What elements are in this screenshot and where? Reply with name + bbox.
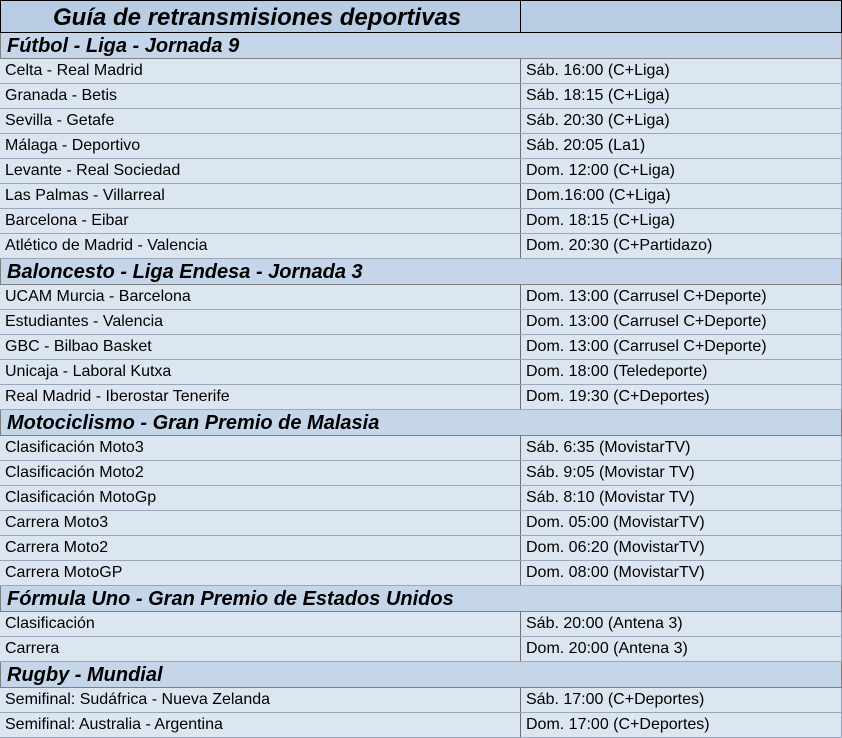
- event-cell[interactable]: Granada - Betis: [0, 84, 521, 108]
- schedule-cell[interactable]: Dom.16:00 (C+Liga): [521, 184, 842, 208]
- table-row: [0, 511, 842, 536]
- table-row: [0, 713, 842, 738]
- section-heading[interactable]: Rugby - Mundial: [0, 662, 842, 688]
- schedule-cell[interactable]: Sáb. 20:30 (C+Liga): [521, 109, 842, 133]
- event-cell[interactable]: Real Madrid - Iberostar Tenerife: [0, 385, 521, 409]
- schedule-cell[interactable]: Dom. 19:30 (C+Deportes): [521, 385, 842, 409]
- event-cell[interactable]: Carrera Moto2: [0, 536, 521, 560]
- event-cell[interactable]: Clasificación MotoGp: [0, 486, 521, 510]
- table-row: [0, 486, 842, 511]
- table-row: [0, 59, 842, 84]
- event-cell[interactable]: GBC - Bilbao Basket: [0, 335, 521, 359]
- table-row: [0, 285, 842, 310]
- event-cell[interactable]: Clasificación Moto2: [0, 461, 521, 485]
- table-row: [0, 184, 842, 209]
- event-cell[interactable]: Carrera: [0, 637, 521, 661]
- schedule-cell[interactable]: Sáb. 9:05 (Movistar TV): [521, 461, 842, 485]
- event-cell[interactable]: Carrera MotoGP: [0, 561, 521, 585]
- table-row: [0, 134, 842, 159]
- schedule-cell[interactable]: Sáb. 6:35 (MovistarTV): [521, 436, 842, 460]
- table-body: [0, 33, 842, 738]
- table-row: [0, 436, 842, 461]
- schedule-cell[interactable]: Dom. 13:00 (Carrusel C+Deporte): [521, 310, 842, 334]
- table-row: [0, 612, 842, 637]
- schedule-cell[interactable]: Dom. 20:30 (C+Partidazo): [521, 234, 842, 258]
- title-empty-cell[interactable]: [521, 1, 841, 32]
- page-title: Guía de retransmisiones deportivas: [1, 1, 521, 32]
- event-cell[interactable]: Semifinal: Sudáfrica - Nueva Zelanda: [0, 688, 521, 712]
- event-cell[interactable]: Clasificación Moto3: [0, 436, 521, 460]
- table-row: [0, 637, 842, 662]
- schedule-cell[interactable]: Sáb. 18:15 (C+Liga): [521, 84, 842, 108]
- schedule-cell[interactable]: Dom. 18:00 (Teledeporte): [521, 360, 842, 384]
- table-row: [0, 360, 842, 385]
- schedule-cell[interactable]: Dom. 17:00 (C+Deportes): [521, 713, 842, 737]
- schedule-cell[interactable]: Dom. 06:20 (MovistarTV): [521, 536, 842, 560]
- event-cell[interactable]: Semifinal: Australia - Argentina: [0, 713, 521, 737]
- schedule-cell[interactable]: Dom. 13:00 (Carrusel C+Deporte): [521, 335, 842, 359]
- section-heading[interactable]: Fórmula Uno - Gran Premio de Estados Unidos: [0, 586, 842, 612]
- schedule-cell[interactable]: Dom. 12:00 (C+Liga): [521, 159, 842, 183]
- schedule-cell[interactable]: Sáb. 20:00 (Antena 3): [521, 612, 842, 636]
- table-row: [0, 335, 842, 360]
- title-row: [0, 0, 842, 33]
- event-cell[interactable]: Celta - Real Madrid: [0, 59, 521, 83]
- event-cell[interactable]: Barcelona - Eibar: [0, 209, 521, 233]
- event-cell[interactable]: Las Palmas - Villarreal: [0, 184, 521, 208]
- schedule-cell[interactable]: Dom. 13:00 (Carrusel C+Deporte): [521, 285, 842, 309]
- table-row: [0, 561, 842, 586]
- event-cell[interactable]: Málaga - Deportivo: [0, 134, 521, 158]
- table-row: [0, 688, 842, 713]
- event-cell[interactable]: Unicaja - Laboral Kutxa: [0, 360, 521, 384]
- table-row: [0, 310, 842, 335]
- section-heading[interactable]: Motociclismo - Gran Premio de Malasia: [0, 410, 842, 436]
- event-cell[interactable]: Estudiantes - Valencia: [0, 310, 521, 334]
- schedule-cell[interactable]: Sáb. 17:00 (C+Deportes): [521, 688, 842, 712]
- event-cell[interactable]: UCAM Murcia - Barcelona: [0, 285, 521, 309]
- schedule-cell[interactable]: Dom. 20:00 (Antena 3): [521, 637, 842, 661]
- table-row: [0, 84, 842, 109]
- table-row: [0, 209, 842, 234]
- table-row: [0, 159, 842, 184]
- table-row: [0, 385, 842, 410]
- event-cell[interactable]: Atlético de Madrid - Valencia: [0, 234, 521, 258]
- event-cell[interactable]: Clasificación: [0, 612, 521, 636]
- event-cell[interactable]: Sevilla - Getafe: [0, 109, 521, 133]
- event-cell[interactable]: Levante - Real Sociedad: [0, 159, 521, 183]
- schedule-cell[interactable]: Sáb. 8:10 (Movistar TV): [521, 486, 842, 510]
- section-heading[interactable]: Baloncesto - Liga Endesa - Jornada 3: [0, 259, 842, 285]
- table-row: [0, 234, 842, 259]
- schedule-cell[interactable]: Sáb. 16:00 (C+Liga): [521, 59, 842, 83]
- table-row: [0, 461, 842, 486]
- schedule-cell[interactable]: Sáb. 20:05 (La1): [521, 134, 842, 158]
- schedule-cell[interactable]: Dom. 05:00 (MovistarTV): [521, 511, 842, 535]
- table-row: [0, 536, 842, 561]
- event-cell[interactable]: Carrera Moto3: [0, 511, 521, 535]
- schedule-cell[interactable]: Dom. 08:00 (MovistarTV): [521, 561, 842, 585]
- section-heading[interactable]: Fútbol - Liga - Jornada 9: [0, 33, 842, 59]
- table-row: [0, 109, 842, 134]
- schedule-cell[interactable]: Dom. 18:15 (C+Liga): [521, 209, 842, 233]
